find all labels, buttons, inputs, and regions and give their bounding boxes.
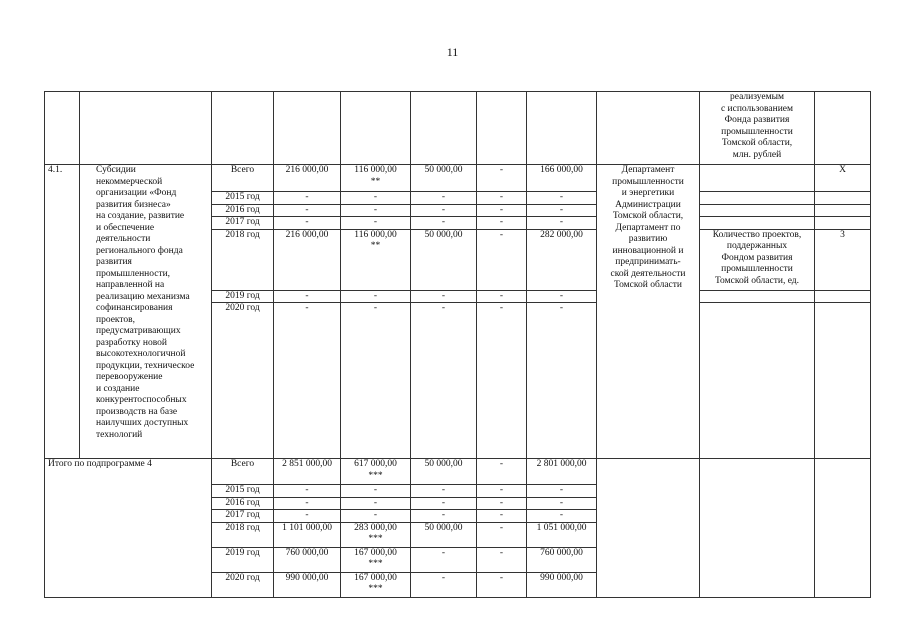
federal-cell: 116 000,00 ** xyxy=(341,165,411,192)
local-cell: - xyxy=(477,497,527,510)
extra-cell: 166 000,00 xyxy=(527,165,597,192)
measure-name: Субсидии некоммерческой организации «Фонд развития бизнеса» на создание, развитие и обеспечение деятельности регионального фонда развития промышленности, направленной на реализацию механизма софинансирования проектов, предусматривающих разработку новой высокотехнологичной продукции, техническое перевооружение и создание конкурентоспособных производств на базе наилучших доступных технологий xyxy=(80,165,212,459)
local-cell: - xyxy=(477,547,527,572)
subtotal-row-total xyxy=(45,459,871,485)
federal-cell: - xyxy=(341,485,411,498)
extra-cell: 2 801 000,00 xyxy=(527,459,597,485)
extra-cell: 990 000,00 xyxy=(527,572,597,597)
total-cell: - xyxy=(274,510,341,523)
extra-cell: 760 000,00 xyxy=(527,547,597,572)
regional-cell: - xyxy=(411,192,477,205)
total-cell: - xyxy=(274,485,341,498)
federal-cell: 617 000,00 *** xyxy=(341,459,411,485)
regional-cell: 50 000,00 xyxy=(411,459,477,485)
extra-cell: - xyxy=(527,497,597,510)
federal-cell: - xyxy=(341,192,411,205)
local-cell: - xyxy=(477,522,527,547)
total-cell: - xyxy=(274,192,341,205)
extra-cell: - xyxy=(527,485,597,498)
period-cell: 2015 год xyxy=(212,192,274,205)
measure-number: 4.1. xyxy=(45,165,80,459)
total-cell: 216 000,00 xyxy=(274,229,341,290)
period-cell: 2019 год xyxy=(212,547,274,572)
regional-cell: - xyxy=(411,303,477,459)
federal-cell: - xyxy=(341,497,411,510)
indicator-x: X xyxy=(815,165,871,192)
program-table xyxy=(44,91,871,598)
local-cell: - xyxy=(477,192,527,205)
extra-cell: - xyxy=(527,510,597,523)
period-cell: 2019 год xyxy=(212,290,274,303)
extra-cell: 282 000,00 xyxy=(527,229,597,290)
indicator-name: Количество проектов, поддержанных Фондом развития промышленности Томской области, ед. xyxy=(700,229,815,290)
federal-cell: 283 000,00 *** xyxy=(341,522,411,547)
measure-row-total xyxy=(45,165,871,192)
total-cell: - xyxy=(274,303,341,459)
total-cell: 216 000,00 xyxy=(274,165,341,192)
local-cell: - xyxy=(477,165,527,192)
regional-cell: - xyxy=(411,572,477,597)
indicator-header-text: реализуемым с использованием Фонда развития промышленности Томской области, млн. рублей xyxy=(700,92,815,165)
period-cell: 2016 год xyxy=(212,204,274,217)
federal-cell: 167 000,00 *** xyxy=(341,547,411,572)
period-cell: 2020 год xyxy=(212,303,274,459)
total-cell: 990 000,00 xyxy=(274,572,341,597)
federal-cell: - xyxy=(341,510,411,523)
extra-cell: 1 051 000,00 xyxy=(527,522,597,547)
regional-cell: 50 000,00 xyxy=(411,165,477,192)
total-cell: 2 851 000,00 xyxy=(274,459,341,485)
total-cell: 1 101 000,00 xyxy=(274,522,341,547)
regional-cell: 50 000,00 xyxy=(411,522,477,547)
local-cell: - xyxy=(477,217,527,230)
extra-cell: - xyxy=(527,217,597,230)
regional-cell: - xyxy=(411,485,477,498)
total-cell: - xyxy=(274,497,341,510)
extra-cell: - xyxy=(527,204,597,217)
federal-cell: - xyxy=(341,290,411,303)
period-cell: 2015 год xyxy=(212,485,274,498)
local-cell: - xyxy=(477,485,527,498)
local-cell: - xyxy=(477,290,527,303)
period-cell: 2020 год xyxy=(212,572,274,597)
local-cell: - xyxy=(477,510,527,523)
regional-cell: - xyxy=(411,547,477,572)
continuation-row xyxy=(45,92,871,165)
federal-cell: - xyxy=(341,303,411,459)
federal-cell: - xyxy=(341,217,411,230)
local-cell: - xyxy=(477,303,527,459)
total-cell: - xyxy=(274,290,341,303)
local-cell: - xyxy=(477,572,527,597)
federal-cell: 167 000,00 *** xyxy=(341,572,411,597)
executor-cell: Департамент промышленности и энергетики Администрации Томской области, Департамент по развитию инновационной и предпринимать- ской деятельности Томской области xyxy=(597,165,700,459)
federal-cell: - xyxy=(341,204,411,217)
period-cell: Всего xyxy=(212,459,274,485)
extra-cell: - xyxy=(527,192,597,205)
subtotal-label: Итого по подпрограмме 4 xyxy=(45,459,212,598)
regional-cell: - xyxy=(411,497,477,510)
period-cell: 2016 год xyxy=(212,497,274,510)
period-cell: Всего xyxy=(212,165,274,192)
period-cell: 2018 год xyxy=(212,522,274,547)
period-cell: 2017 год xyxy=(212,217,274,230)
regional-cell: - xyxy=(411,217,477,230)
extra-cell: - xyxy=(527,303,597,459)
regional-cell: - xyxy=(411,290,477,303)
local-cell: - xyxy=(477,459,527,485)
federal-cell: 116 000,00 ** xyxy=(341,229,411,290)
extra-cell: - xyxy=(527,290,597,303)
indicator-value: 3 xyxy=(815,229,871,290)
local-cell: - xyxy=(477,229,527,290)
page-number: 11 xyxy=(446,45,459,59)
total-cell: - xyxy=(274,217,341,230)
regional-cell: 50 000,00 xyxy=(411,229,477,290)
total-cell: - xyxy=(274,204,341,217)
regional-cell: - xyxy=(411,510,477,523)
regional-cell: - xyxy=(411,204,477,217)
period-cell: 2017 год xyxy=(212,510,274,523)
period-cell: 2018 год xyxy=(212,229,274,290)
local-cell: - xyxy=(477,204,527,217)
total-cell: 760 000,00 xyxy=(274,547,341,572)
